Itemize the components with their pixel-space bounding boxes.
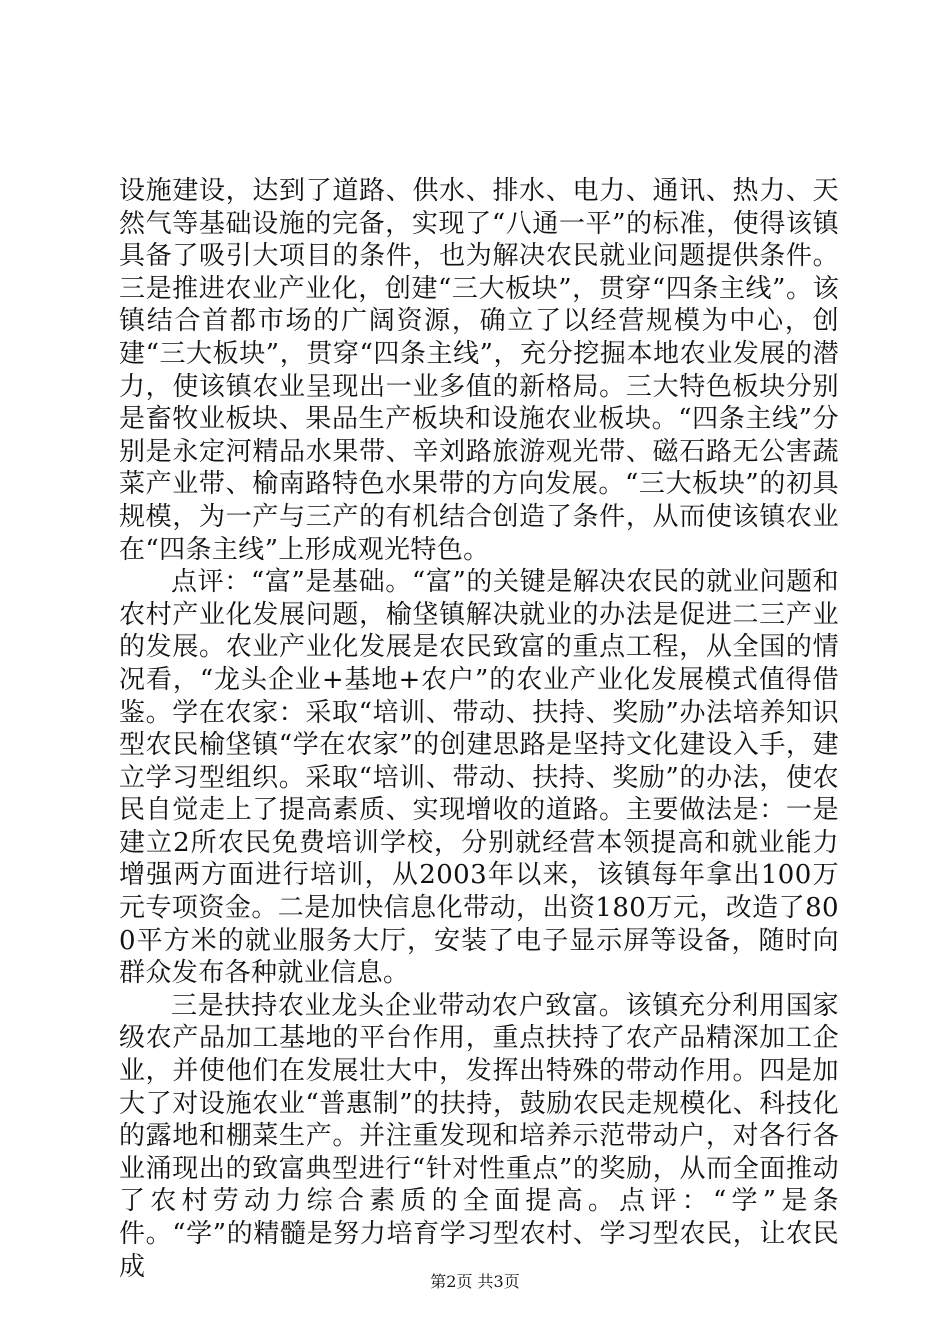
paragraph-1: 设施建设，达到了道路、供水、排水、电力、通讯、热力、天然气等基础设施的完备，实现了“八通一平”的标准，使得该镇具备了吸引大项目的条件，也为解决农民就业问题提供条件。三是推进农业产业化，创建“三大板块”，贯穿“四条主线”。该镇结合首都市场的广阔资源，确立了以经营规模为中心，创建“三大板块”，贯穿“四条主线”，充分挖掘本地农业发展的潜力，使该镇农业呈现出一业多值的新格局。三大特色板块分别是畜牧业板块、果品生产板块和设施农业板块。“四条主线”分别是永定河精品水果带、辛刘路旅游观光带、磁石路无公害蔬菜产业带、榆南路特色水果带的方向发展。“三大板块”的初具规模，为一产与三产的有机结合创造了条件，从而使该镇农业在“四条主线”上形成观光特色。 (119, 176, 839, 565)
page-footer: 第2页 共3页 (430, 1272, 520, 1291)
paragraph-3: 三是扶持农业龙头企业带动农户致富。该镇充分利用国家级农产品加工基地的平台作用，重点扶持了农产品精深加工企业，并使他们在发展壮大中，发挥出特殊的带动作用。四是加大了对设施农业“普惠制”的扶持，鼓励农民走规模化、科技化的露地和棚菜生产。并注重发现和培养示范带动户，对各行各业涌现出的致富典型进行“针对性重点”的奖励，从而全面推动了农村劳动力综合素质的全面提高。点评：“学”是条件。“学”的精髓是努力培育学习型农村、学习型农民，让农民成 (119, 990, 839, 1282)
document-body (119, 175, 839, 1283)
paragraph-2: 点评：“富”是基础。“富”的关键是解决农民的就业问题和农村产业化发展问题，榆垡镇解决就业的办法是促进二三产业的发展。农业产业化发展是农民致富的重点工程，从全国的情况看，“龙头企业+基地+农户”的农业产业化发展模式值得借鉴。学在农家：采取“培训、带动、扶持、奖励”办法培养知识型农民榆垡镇“学在农家”的创建思路是坚持文化建设入手，建立学习型组织。采取“培训、带动、扶持、奖励”的办法，使农民自觉走上了提高素质、实现增收的道路。主要做法是：一是建立2所农民免费培训学校，分别就经营本领提高和就业能力增强两方面进行培训，从2003年以来，该镇每年拿出100万元专项资金。二是加快信息化带动，出资180万元，改造了800平方米的就业服务大厅，安装了电子显示屏等设备，随时向群众发布各种就业信息。 (119, 567, 839, 989)
